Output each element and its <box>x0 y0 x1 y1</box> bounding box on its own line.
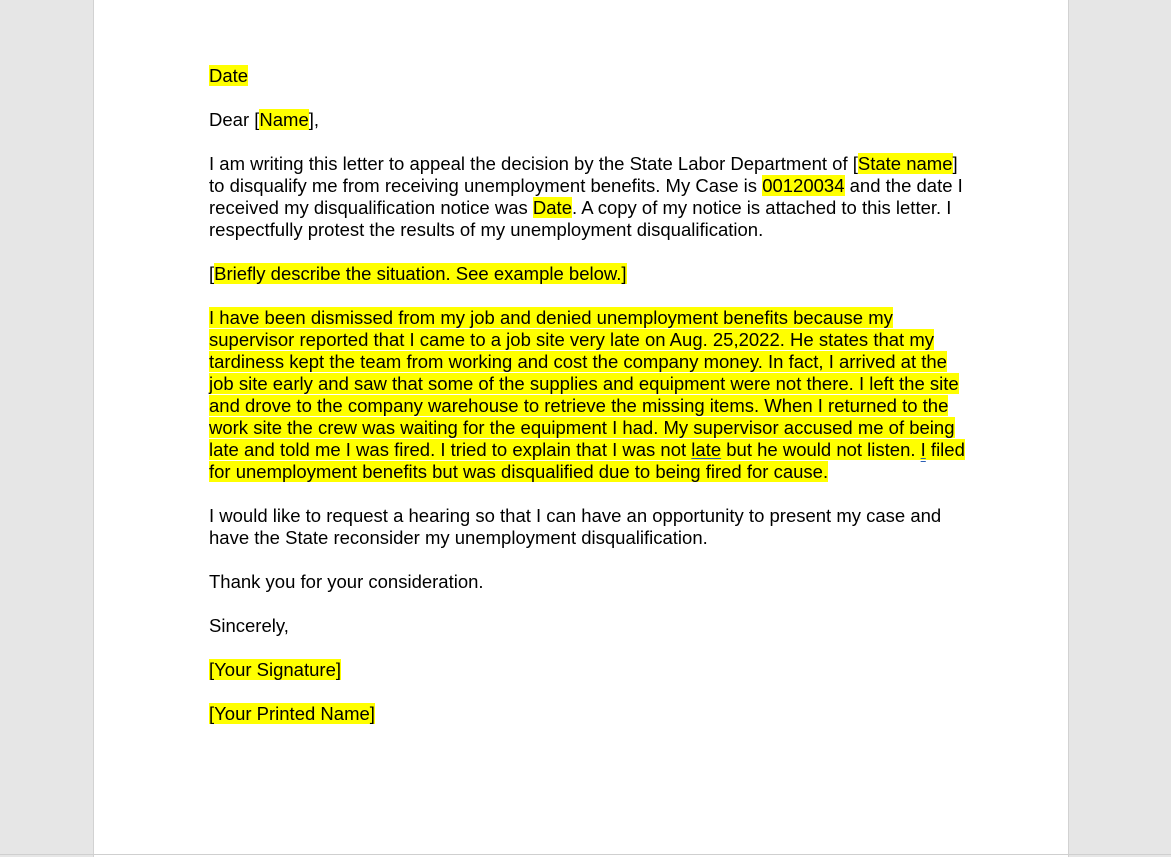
letter-body[interactable] <box>209 65 969 747</box>
intro-text-2: ] to disqualify me from receiving unemployment benefits. My Case is <box>209 153 958 196</box>
salutation-prefix: Dear [ <box>209 109 260 130</box>
example-paragraph <box>209 307 969 483</box>
printed-name-placeholder: [Your Printed Name] <box>209 703 375 724</box>
page-bottom-edge <box>0 854 1171 855</box>
salutation <box>209 109 969 131</box>
example-text-3: filed for unemployment benefits but was disqualified due to being fired for cause. <box>209 439 965 482</box>
grammar-flag-i[interactable]: I <box>920 439 926 460</box>
grammar-flag-late[interactable]: late <box>691 439 722 460</box>
thanks-paragraph: Thank you for your consideration. <box>209 571 484 592</box>
request-paragraph: I would like to request a hearing so that I can have an opportunity to present my case and have the State reconsider my unemployment disqualification. <box>209 505 942 548</box>
document-page[interactable] <box>93 0 1069 857</box>
printed-name-line <box>209 703 969 725</box>
date-placeholder: Date <box>209 65 249 86</box>
intro-text-3: and the date I received my disqualification notice was <box>209 175 963 218</box>
intro-paragraph <box>209 153 969 241</box>
notice-date-placeholder: Date <box>532 197 572 218</box>
signature-placeholder: [Your Signature] <box>209 659 341 680</box>
instruction-paragraph <box>209 263 969 285</box>
instruction-text: Briefly describe the situation. See example below.] <box>214 263 627 284</box>
instruction-open-bracket: [ <box>209 263 215 284</box>
recipient-name-placeholder: Name <box>259 109 309 130</box>
case-number: 00120034 <box>762 175 845 196</box>
example-text-1: I have been dismissed from my job and denied unemployment benefits because my supervisor reported that I came to a job site very late on Aug. 25,2022. He states that my tardiness kept the team from working and cost the company money. In fact, I arrived at the job site early and saw that some of the supplies and equipment were not there. I left the site and drove to the company warehouse to retrieve the missing items. When I returned to the work site the crew was waiting for the equipment I had. My supervisor accused me of being late and told me I was fired. I tried to explain that I was not <box>209 307 959 460</box>
signature-line <box>209 659 969 681</box>
state-name-placeholder: State name <box>857 153 953 174</box>
intro-text-4: . A copy of my notice is attached to this letter. I respectfully protest the results of my unemployment disqualification. <box>209 197 952 240</box>
salutation-suffix: ], <box>308 109 320 130</box>
intro-text-1: I am writing this letter to appeal the decision by the State Labor Department of [ <box>209 153 858 174</box>
date-line <box>209 65 969 87</box>
closing: Sincerely, <box>209 615 289 636</box>
example-text-2: but he would not listen. <box>721 439 921 460</box>
